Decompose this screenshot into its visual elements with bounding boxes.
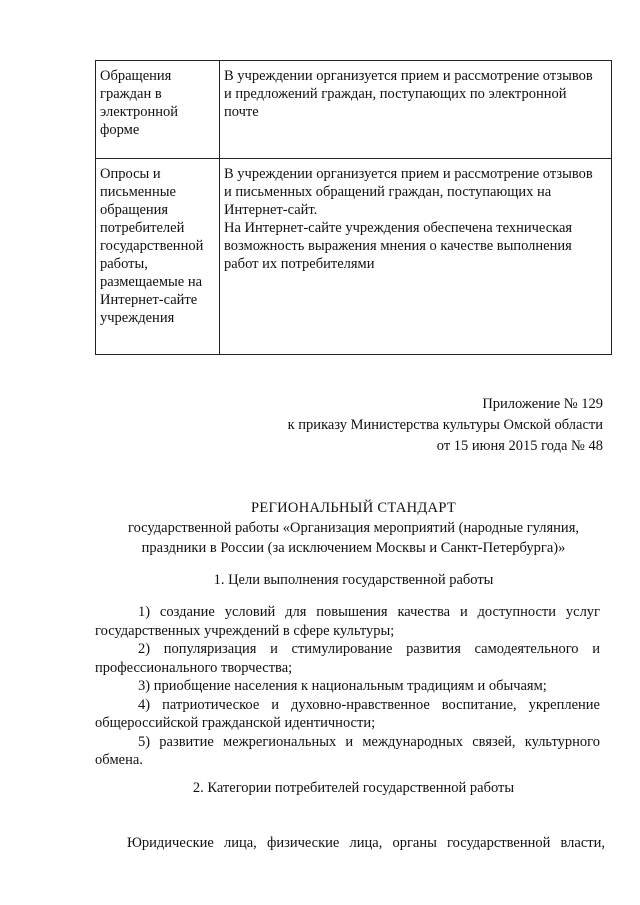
- list-item-continuation: обмена.: [95, 752, 143, 768]
- appendix-reference: [288, 394, 603, 457]
- consumers-paragraph: Юридические лица, физические лица, органы государственной власти,: [127, 834, 605, 851]
- subtitle-line: праздники в России (за исключением Москвы и Санкт-Петербурга)»: [141, 540, 566, 556]
- cell-line: почте: [224, 104, 259, 120]
- cell-line: Опросы и: [100, 166, 161, 182]
- cell-line: В учреждении организуется прием и рассмотрение отзывов: [224, 166, 593, 182]
- list-item-continuation: государственных учреждений в сфере культуры;: [95, 622, 395, 639]
- cell-line: государственной: [100, 238, 204, 254]
- cell-line: Интернет-сайте: [100, 292, 198, 308]
- goals-list: [95, 603, 600, 770]
- cell-line: Обращения: [100, 68, 172, 84]
- document-subtitle: [95, 518, 612, 558]
- table-cell-category: [96, 61, 220, 159]
- section-heading-goals: 1. Цели выполнения государственной работы: [213, 572, 494, 588]
- table-cell-description: [220, 159, 612, 355]
- cell-line: возможность выражения мнения о качестве выполнения: [224, 238, 572, 254]
- section-heading-consumers: 2. Категории потребителей государственной работы: [192, 780, 515, 796]
- subtitle-line: государственной работы «Организация мероприятий (народные гуляния,: [127, 520, 579, 536]
- list-item: 1) создание условий для повышения качества и доступности услуг: [138, 604, 600, 620]
- cell-line: учреждения: [100, 310, 175, 326]
- list-item: 5) развитие межрегиональных и международных связей, культурного: [138, 733, 600, 750]
- cell-line: обращения: [100, 202, 169, 218]
- cell-line: письменные: [100, 184, 176, 200]
- table-cell-description: [220, 61, 612, 159]
- list-item: 4) патриотическое и духовно-нравственное воспитание, укрепление: [138, 696, 600, 713]
- list-item: 3) приобщение населения к национальным традициям и обычаям;: [138, 678, 547, 694]
- list-item-continuation: общероссийской гражданской идентичности;: [95, 715, 376, 731]
- cell-line: граждан в: [100, 86, 162, 102]
- table-cell-category: [96, 159, 220, 355]
- document-title: РЕГИОНАЛЬНЫЙ СТАНДАРТ: [250, 500, 457, 516]
- cell-line: потребителей: [100, 220, 185, 236]
- list-item-continuation: профессионального творчества;: [95, 659, 293, 676]
- table-row: [96, 61, 612, 159]
- cell-line: электронной: [100, 104, 179, 120]
- cell-line: работы,: [100, 256, 148, 272]
- appendix-date: от 15 июня 2015 года № 48: [436, 438, 603, 454]
- cell-line: Интернет-сайт.: [224, 202, 318, 218]
- cell-line: форме: [100, 122, 140, 138]
- cell-line: и письменных обращений граждан, поступающих на: [224, 184, 552, 200]
- table-row: [96, 159, 612, 355]
- cell-line: На Интернет-сайте учреждения обеспечена техническая: [224, 220, 573, 236]
- list-item: 2) популяризация и стимулирование развития самодеятельного и: [138, 641, 600, 657]
- appendix-number: Приложение № 129: [482, 396, 603, 412]
- cell-line: работ их потребителями: [224, 256, 375, 272]
- cell-line: размещаемые на: [100, 274, 203, 290]
- appendix-order: к приказу Министерства культуры Омской области: [287, 417, 603, 433]
- cell-line: и предложений граждан, поступающих по электронной: [224, 86, 567, 102]
- services-table: [95, 60, 612, 355]
- cell-line: В учреждении организуется прием и рассмотрение отзывов: [224, 68, 593, 84]
